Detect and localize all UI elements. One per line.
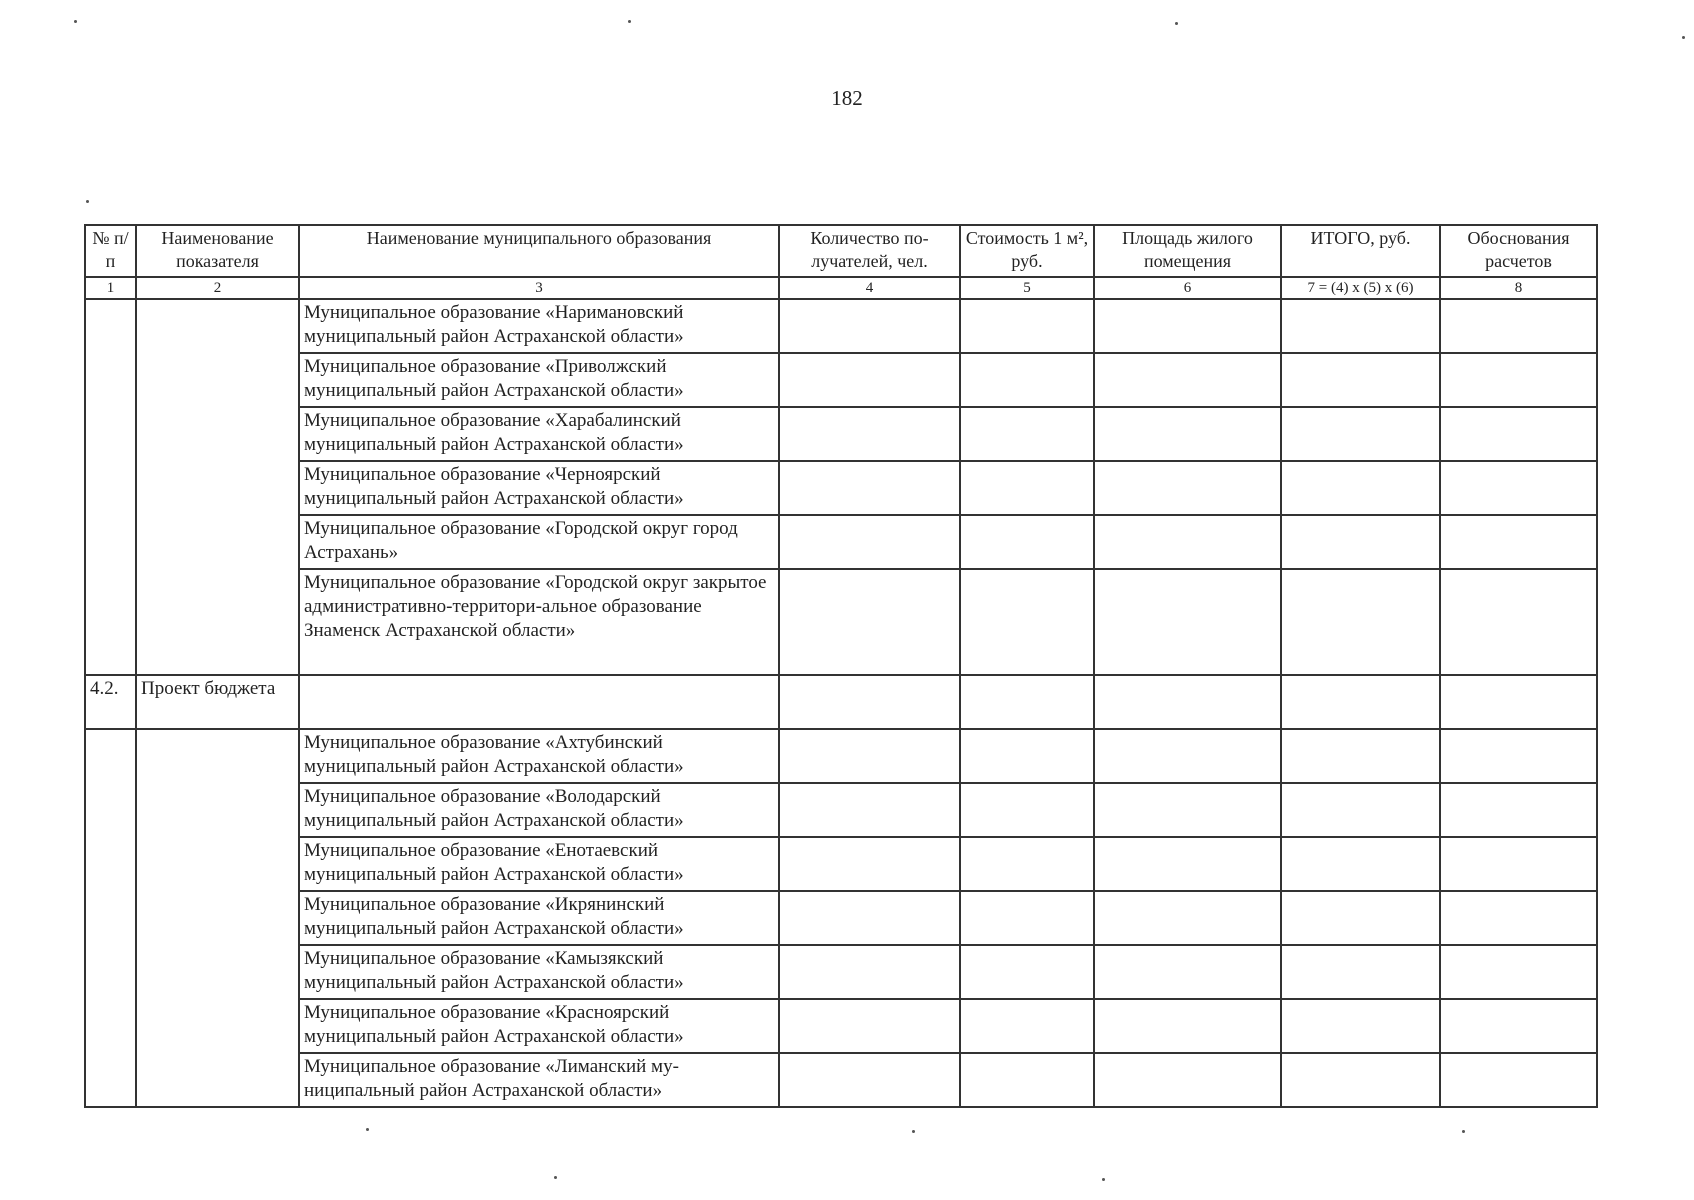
total-cell — [1281, 783, 1440, 837]
table-row — [85, 515, 1597, 569]
header-cell: Количество по-лучателей, чел. — [779, 225, 960, 277]
page-number: 182 — [831, 86, 863, 110]
column-number: 1 — [85, 277, 136, 299]
municipality-cell: Муниципальное образование «Городской округ город Астрахань» — [299, 515, 779, 569]
justification-cell — [1440, 353, 1597, 407]
municipality-cell: Муниципальное образование «Приволжский муниципальный район Астраханской области» — [299, 353, 779, 407]
cost-cell — [960, 1053, 1094, 1107]
table-row — [85, 891, 1597, 945]
municipality-cell: Муниципальное образование «Черноярский муниципальный район Астраханской области» — [299, 461, 779, 515]
municipality-cell: Муниципальное образование «Городской округ закрытое административно-территори-альное образование Знаменск Астраханской области» — [299, 569, 779, 675]
area-cell — [1094, 999, 1281, 1053]
area-cell — [1094, 569, 1281, 675]
column-number: 7 = (4) x (5) x (6) — [1281, 277, 1440, 299]
column-number: 3 — [299, 277, 779, 299]
header-row — [85, 225, 1597, 277]
justification-cell — [1440, 515, 1597, 569]
total-cell — [1281, 837, 1440, 891]
area-cell — [1094, 837, 1281, 891]
area-cell — [1094, 675, 1281, 729]
header-cell: Наименование муниципального образования — [299, 225, 779, 277]
recipients-cell — [779, 891, 960, 945]
justification-cell — [1440, 729, 1597, 783]
total-cell — [1281, 891, 1440, 945]
cost-cell — [960, 675, 1094, 729]
justification-cell — [1440, 783, 1597, 837]
indicator-cell — [136, 299, 299, 675]
justification-cell — [1440, 891, 1597, 945]
table-row — [85, 353, 1597, 407]
indicator-cell — [136, 729, 299, 1107]
justification-cell — [1440, 1053, 1597, 1107]
column-number: 4 — [779, 277, 960, 299]
municipality-cell: Муниципальное образование «Енотаевский муниципальный район Астраханской области» — [299, 837, 779, 891]
recipients-cell — [779, 1053, 960, 1107]
budget-table — [84, 224, 1598, 1108]
cost-cell — [960, 999, 1094, 1053]
row-number-cell — [85, 299, 136, 675]
recipients-cell — [779, 945, 960, 999]
cost-cell — [960, 569, 1094, 675]
table-row — [85, 1053, 1597, 1107]
area-cell — [1094, 945, 1281, 999]
header-cell: Стоимость 1 м², руб. — [960, 225, 1094, 277]
cost-cell — [960, 729, 1094, 783]
table-row — [85, 729, 1597, 783]
header-cell: № п/п — [85, 225, 136, 277]
municipality-cell: Муниципальное образование «Камызякский муниципальный район Астраханской области» — [299, 945, 779, 999]
municipality-cell: Муниципальное образование «Икрянинский муниципальный район Астраханской области» — [299, 891, 779, 945]
total-cell — [1281, 569, 1440, 675]
column-number: 8 — [1440, 277, 1597, 299]
recipients-cell — [779, 353, 960, 407]
total-cell — [1281, 407, 1440, 461]
recipients-cell — [779, 675, 960, 729]
cost-cell — [960, 299, 1094, 353]
recipients-cell — [779, 999, 960, 1053]
area-cell — [1094, 891, 1281, 945]
table-row — [85, 837, 1597, 891]
recipients-cell — [779, 515, 960, 569]
justification-cell — [1440, 407, 1597, 461]
total-cell — [1281, 1053, 1440, 1107]
total-cell — [1281, 945, 1440, 999]
table-row — [85, 299, 1597, 353]
recipients-cell — [779, 569, 960, 675]
municipality-cell: Муниципальное образование «Харабалинский муниципальный район Астраханской области» — [299, 407, 779, 461]
table-row — [85, 783, 1597, 837]
area-cell — [1094, 1053, 1281, 1107]
justification-cell — [1440, 945, 1597, 999]
municipality-cell: Муниципальное образование «Красноярский муниципальный район Астраханской области» — [299, 999, 779, 1053]
row-number-cell — [85, 729, 136, 1107]
justification-cell — [1440, 299, 1597, 353]
total-cell — [1281, 675, 1440, 729]
cost-cell — [960, 515, 1094, 569]
municipality-cell — [299, 675, 779, 729]
area-cell — [1094, 515, 1281, 569]
area-cell — [1094, 299, 1281, 353]
recipients-cell — [779, 729, 960, 783]
total-cell — [1281, 299, 1440, 353]
table-row — [85, 999, 1597, 1053]
total-cell — [1281, 353, 1440, 407]
section-label: Проект бюджета — [136, 675, 299, 729]
cost-cell — [960, 461, 1094, 515]
column-number: 6 — [1094, 277, 1281, 299]
justification-cell — [1440, 569, 1597, 675]
recipients-cell — [779, 461, 960, 515]
municipality-cell: Муниципальное образование «Наримановский муниципальный район Астраханской области» — [299, 299, 779, 353]
cost-cell — [960, 407, 1094, 461]
header-cell: Площадь жилого помещения — [1094, 225, 1281, 277]
area-cell — [1094, 407, 1281, 461]
justification-cell — [1440, 675, 1597, 729]
municipality-cell: Муниципальное образование «Лиманский му-ниципальный район Астраханской области» — [299, 1053, 779, 1107]
municipality-cell: Муниципальное образование «Володарский муниципальный район Астраханской области» — [299, 783, 779, 837]
column-number: 2 — [136, 277, 299, 299]
header-cell: ИТОГО, руб. — [1281, 225, 1440, 277]
area-cell — [1094, 729, 1281, 783]
column-number: 5 — [960, 277, 1094, 299]
cost-cell — [960, 837, 1094, 891]
cost-cell — [960, 783, 1094, 837]
recipients-cell — [779, 407, 960, 461]
table-row — [85, 461, 1597, 515]
recipients-cell — [779, 299, 960, 353]
justification-cell — [1440, 999, 1597, 1053]
cost-cell — [960, 945, 1094, 999]
total-cell — [1281, 999, 1440, 1053]
table-row — [85, 569, 1597, 675]
section-number: 4.2. — [85, 675, 136, 729]
total-cell — [1281, 461, 1440, 515]
justification-cell — [1440, 837, 1597, 891]
cost-cell — [960, 353, 1094, 407]
municipality-cell: Муниципальное образование «Ахтубинский муниципальный район Астраханской области» — [299, 729, 779, 783]
area-cell — [1094, 353, 1281, 407]
column-number-row — [85, 277, 1597, 299]
table-row — [85, 407, 1597, 461]
table-row — [85, 945, 1597, 999]
total-cell — [1281, 515, 1440, 569]
header-cell: Обоснования расчетов — [1440, 225, 1597, 277]
area-cell — [1094, 461, 1281, 515]
recipients-cell — [779, 783, 960, 837]
cost-cell — [960, 891, 1094, 945]
recipients-cell — [779, 837, 960, 891]
justification-cell — [1440, 461, 1597, 515]
area-cell — [1094, 783, 1281, 837]
total-cell — [1281, 729, 1440, 783]
header-cell: Наименование показателя — [136, 225, 299, 277]
section-row — [85, 675, 1597, 729]
